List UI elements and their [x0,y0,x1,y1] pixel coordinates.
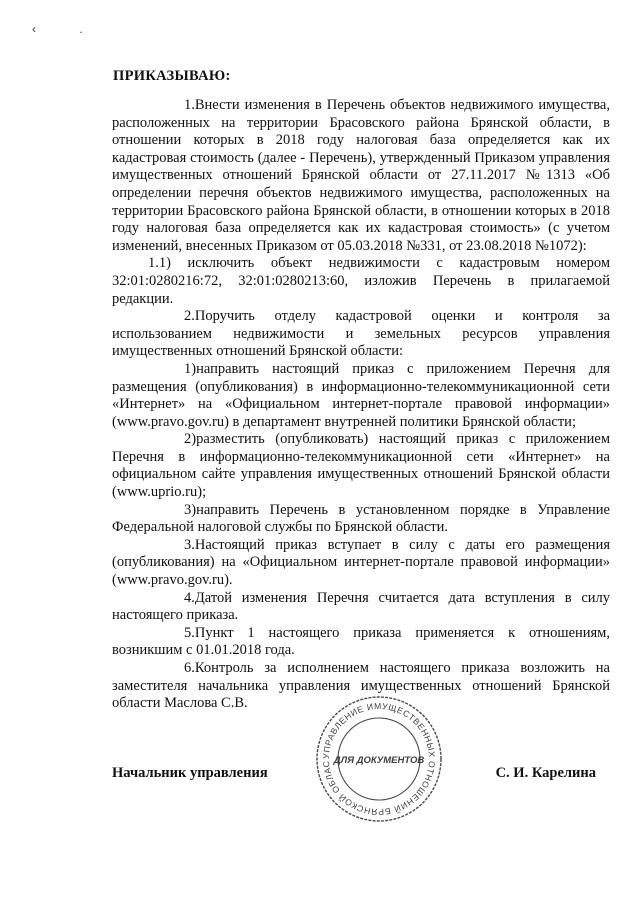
paragraph-1-1 [112,255,610,308]
paragraph-number: 4. [184,589,195,606]
paragraph-number: 2) [184,431,197,448]
paragraph-text: направить настоящий приказ с приложением Перечня для размещения (опубликования) в информационно-телекоммуникационной сети «Интернет» на «Официальном интернет-портале правовой информации» (www.pravo.gov.ru) в департамент внутренней политики Брянской области; [112,360,610,430]
order-heading: ПРИКАЗЫВАЮ: [113,68,231,84]
paragraph-text: Контроль за исполнением настоящего приказа возложить на заместителя начальника управления имущественных отношений Брянской области Маслова С.В. [112,660,610,712]
signer-name: С. И. Карелина [495,765,596,781]
paragraph-text: Поручить отделу кадастровой оценки и контроля за использованием недвижимости и земельных ресурсов управления имущественных отношений Брянской области: [112,308,610,360]
official-stamp [314,694,444,824]
paragraph-number: 3. [184,536,195,553]
paragraph-3 [112,537,610,590]
paragraph-2 [112,308,610,361]
paragraph-number: 3) [184,501,197,518]
paragraph-number: 2. [184,308,195,325]
paragraph-text: направить Перечень в установленном порядке в Управление Федеральной налоговой службы по Брянской области. [112,501,610,536]
paragraph-text: разместить (опубликовать) настоящий приказ с приложением Перечня в информационно-телекоммуникационной сети «Интернет» на официальном сайте управления имущественных отношений Брянской области (www.uprio.ru); [112,431,610,501]
paragraph-text: Датой изменения Перечня считается дата вступления в силу настоящего приказа. [112,589,610,624]
subparagraph-2-3 [112,502,610,537]
paragraph-text: Внести изменения в Перечень объектов недвижимого имущества, расположенных на территории Брасовского района Брянской области, в отношении которых в 2018 году налоговая база определяется как их кадастровая стоимость (далее - Перечень), утвержденный Приказом управления имущественных отношений Брянской области от 27.11.2017 №1313 «Об определении перечня объектов недвижимого имущества, расположенных на территории Брасовского района Брянской области, в отношении которых в 2018 году налоговая база определяется как их кадастровая стоимость» (с учетом изменений, внесенных Приказом от 05.03.2018 №331, от 23.08.2018 №1072): [112,97,610,254]
paragraph-text: Настоящий приказ вступает в силу с даты его размещения (опубликования) на «Официальном интернет-портале правовой информации» (www.pravo.gov.ru). [112,536,610,589]
signature-block [112,765,610,785]
paragraph-number: 1) [184,360,197,377]
order-body [112,97,610,713]
subparagraph-2-2 [112,431,610,501]
paragraph-number: 5. [184,624,195,641]
paragraph-5 [112,625,610,660]
paragraph-number: 6. [184,660,195,676]
stamp-center-text: ДЛЯ ДОКУМЕНТОВ [333,755,425,766]
corner-marks: ‹ . [32,22,103,36]
stamp-graphic [314,694,444,824]
stamp-ring-text: УПРАВЛЕНИЕ ИМУЩЕСТВЕННЫХ ОТНОШЕНИЙ БРЯНСКОЙ ОБЛАС [320,700,438,818]
paragraph-text: 1.1) исключить объект недвижимости с кадастровым номером 32:01:0280216:72, 32:01:0280213:60, изложив Перечень в прилагаемой редакции. [112,255,610,307]
paragraph-text: Пункт 1 настоящего приказа применяется к отношениям, возникшим с 01.01.2018 года. [112,624,610,659]
subparagraph-2-1 [112,361,610,431]
signer-position: Начальник управления [112,765,268,781]
paragraph-4 [112,590,610,625]
paragraph-number: 1. [184,97,195,113]
paragraph-1 [112,97,610,255]
